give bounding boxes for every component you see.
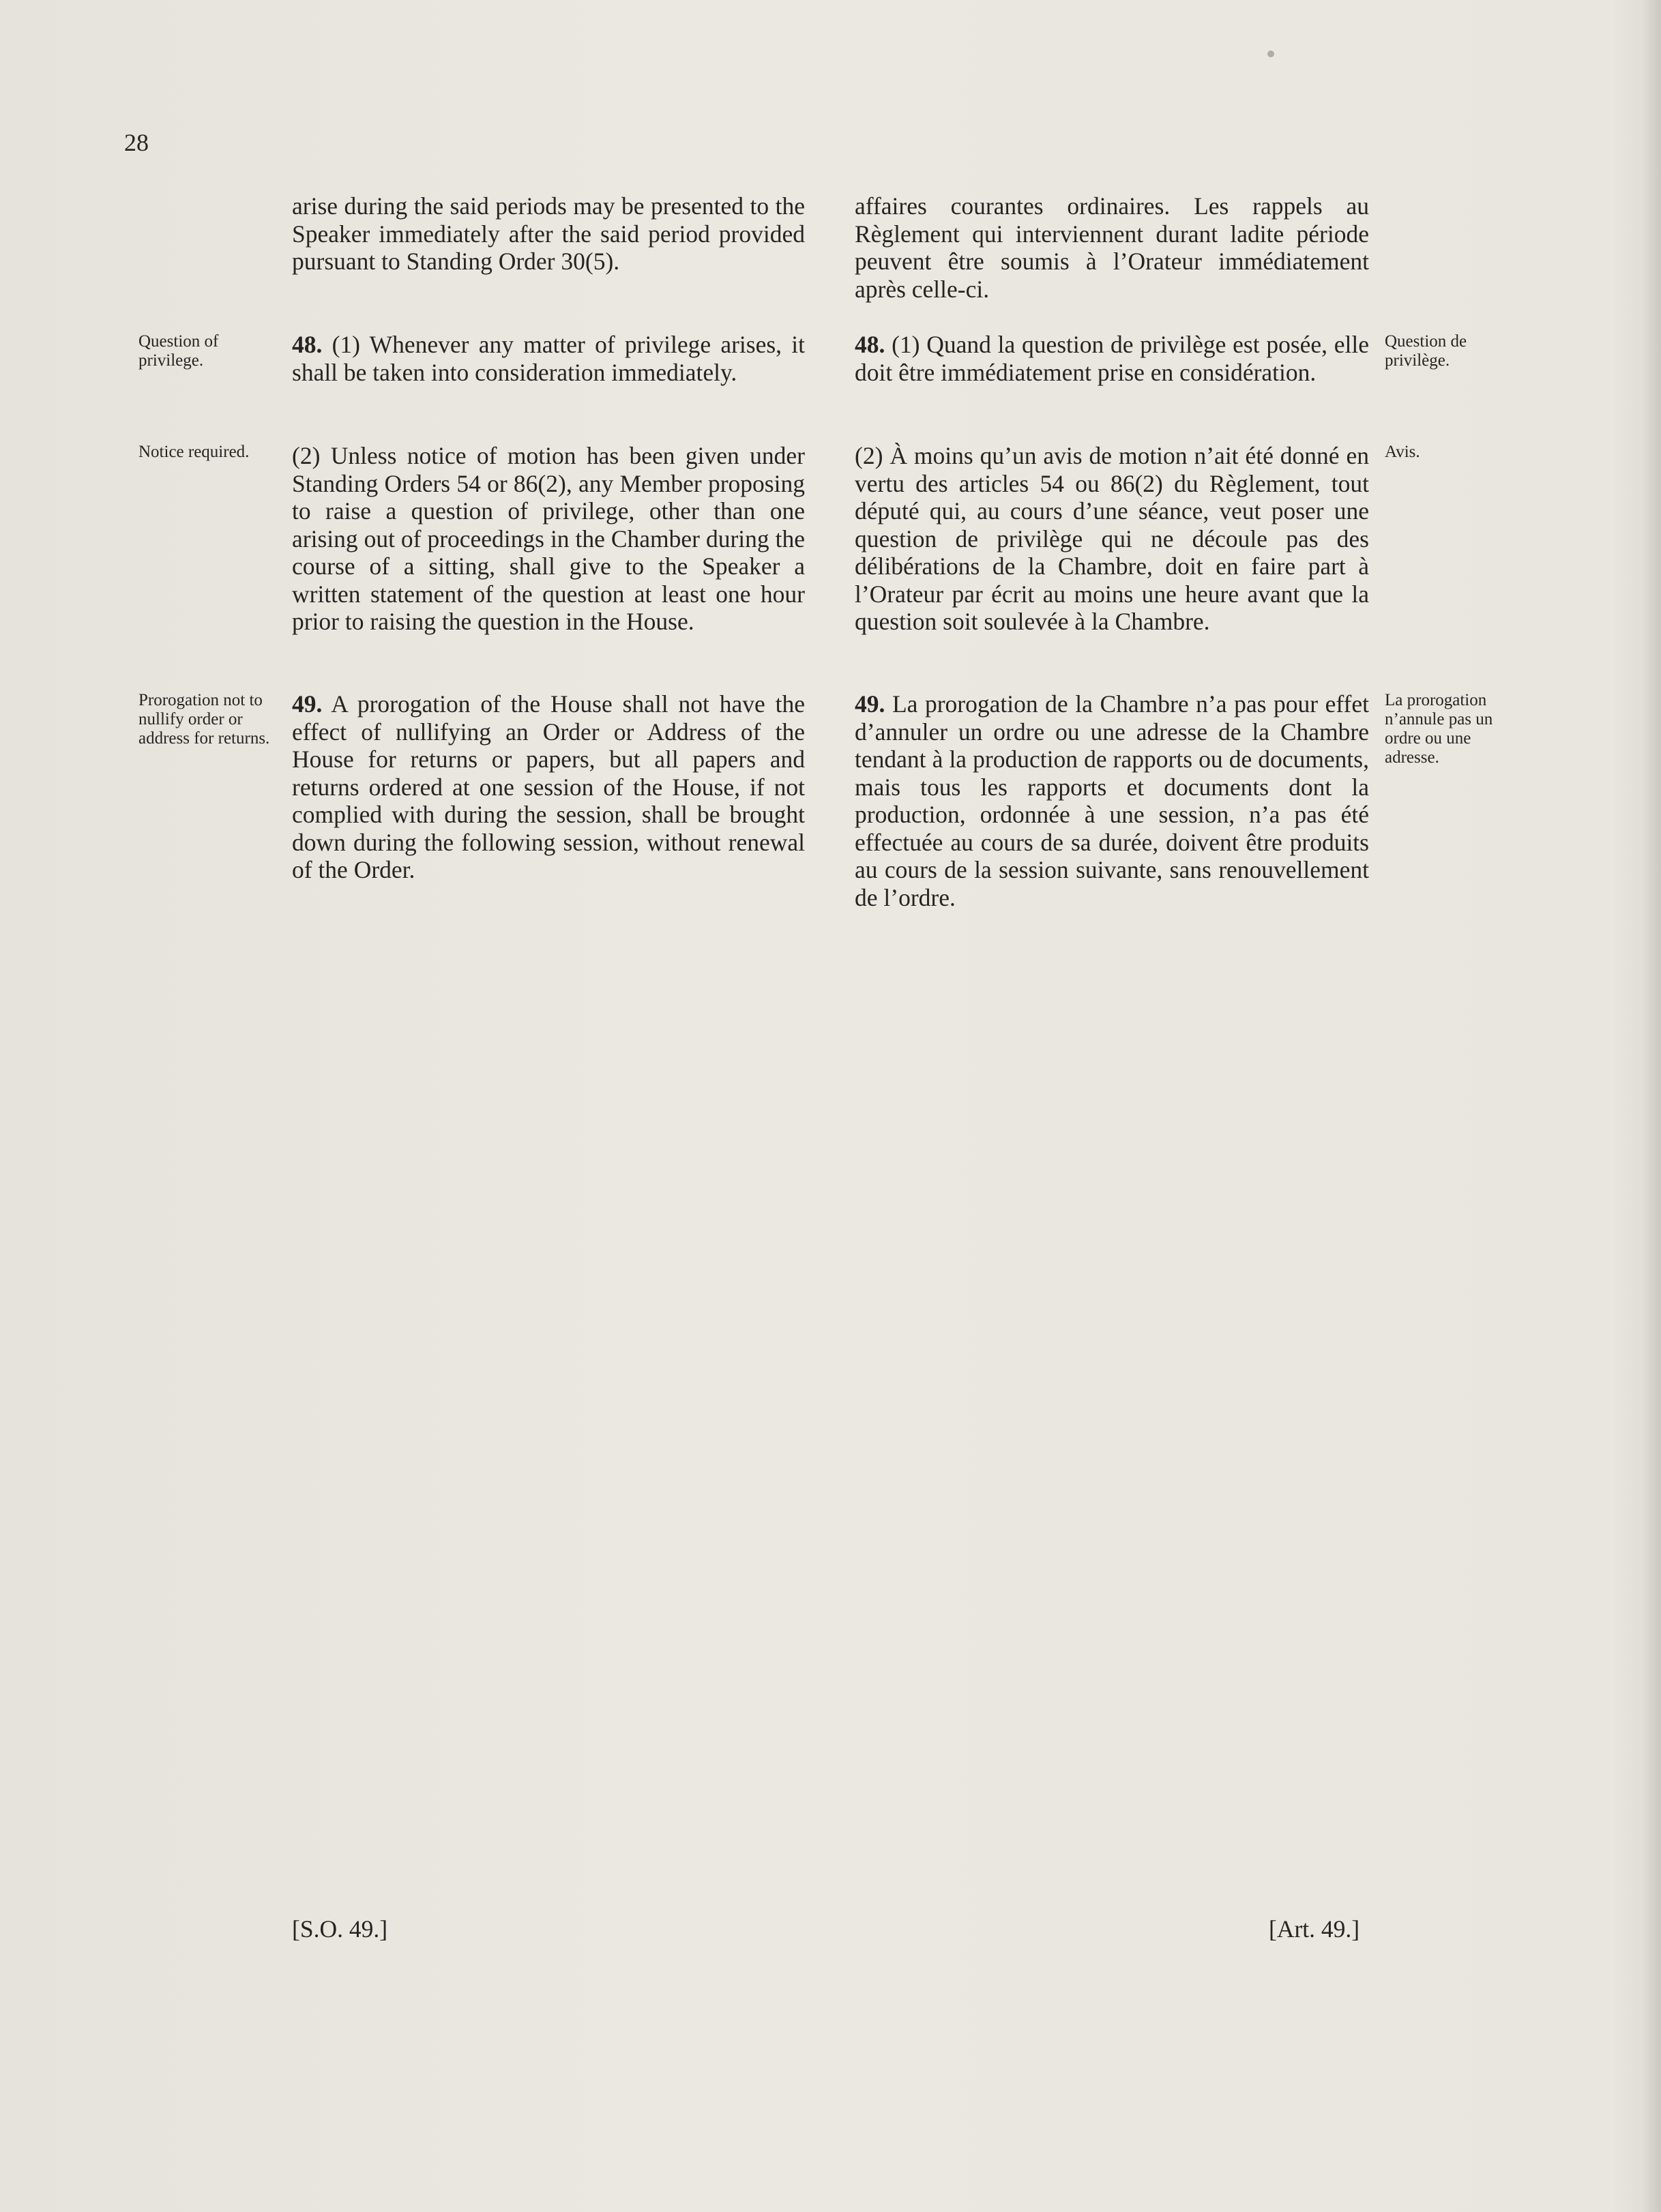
print-mark [1267, 50, 1274, 57]
margin-note-question-de-privilege: Question de privilège. [1385, 332, 1467, 370]
footer-english-reference: [S.O. 49.] [292, 1915, 388, 1943]
section-number: 48. [292, 331, 323, 358]
margin-note-prorogation: Prorogation not to nullify order or address for returns. [138, 691, 270, 748]
section-number: 48. [855, 331, 885, 358]
footer-french-reference: [Art. 49.] [1269, 1915, 1360, 1943]
english-continuation: arise during the said periods may be presented to the Speaker immediately after the said period provided pursuant to Standing Order 30(5). [292, 192, 805, 275]
section-text: A prorogation of the House shall not have the effect of nullifying an Order or Address of the House for returns or papers, but all papers and returns ordered at one session of the House, if not complied with during the session, shall be brought down during the following session, without renewal of the Order. [292, 690, 805, 883]
french-section-48-2: (2) À moins qu’un avis de motion n’ait été donné en vertu des articles 54 ou 86(2) du Règlement, tout député qui, au cours d’une séance, veut poser une question de privilège qui ne découle pas des délibérations de la Chambre, doit en faire part à l’Orateur par écrit au moins une heure avant que la question soit soulevée à la Chambre. [855, 442, 1369, 635]
binding-shadow [1642, 0, 1661, 2212]
english-section-49 [292, 690, 805, 884]
french-continuation: affaires courantes ordinaires. Les rappels au Règlement qui interviennent durant ladite période peuvent être soumis à l’Orateur immédiatement après celle-ci. [855, 192, 1369, 303]
section-text: (1) Quand la question de privilège est posée, elle doit être immédiatement prise en considération. [855, 331, 1369, 386]
french-section-49 [855, 690, 1369, 911]
section-number: 49. [292, 690, 323, 718]
margin-note-la-prorogation: La prorogation n’annule pas un ordre ou une adresse. [1385, 691, 1493, 767]
section-text: (1) Whenever any matter of privilege arises, it shall be taken into consideration immediately. [292, 331, 805, 386]
english-section-48-1 [292, 331, 805, 386]
margin-note-avis: Avis. [1385, 443, 1420, 461]
french-section-48-1 [855, 331, 1369, 386]
margin-note-question-of-privilege: Question of privilege. [138, 332, 219, 370]
english-section-48-2: (2) Unless notice of motion has been given under Standing Orders 54 or 86(2), any Member proposing to raise a question of privilege, other than one arising out of proceedings in the Chamber during the course of a sitting, shall give to the Speaker a written statement of the question at least one hour prior to raising the question in the House. [292, 442, 805, 635]
margin-note-notice-required: Notice required. [138, 443, 250, 461]
section-number: 49. [855, 690, 885, 718]
section-text: La prorogation de la Chambre n’a pas pour effet d’annuler un ordre ou une adresse de la Chambre tendant à la production de rapports ou de documents, mais tous les rapports et documents dont la production, ordonnée à une session, n’a pas été effectuée au cours de sa durée, doivent être produits au cours de la session suivante, sans renouvellement de l’ordre. [855, 690, 1369, 911]
page-number: 28 [124, 129, 149, 156]
